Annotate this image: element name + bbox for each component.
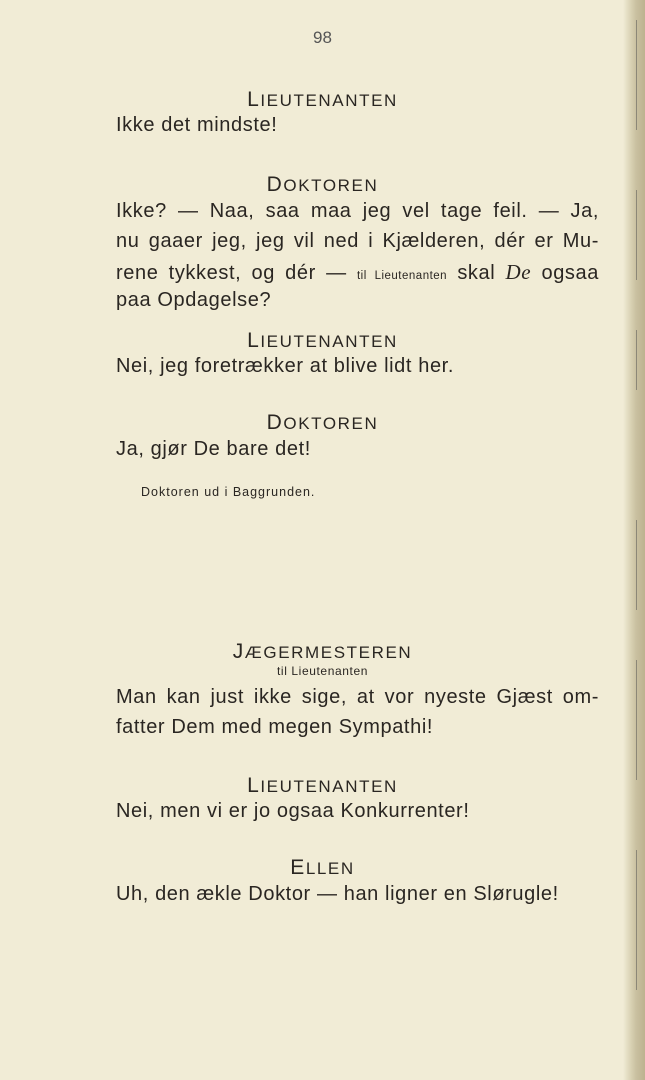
speaker-lieutenanten: LIEUTENANTEN [247, 329, 398, 352]
speaker-doktoren: DOKTOREN [266, 173, 379, 196]
dialogue-line: paa Opdagelse? [116, 289, 272, 311]
dialogue-emphasis: De [505, 260, 532, 284]
dialogue-line: Uh, den ækle Doktor — han ligner en Slørugle! [116, 883, 559, 905]
speaker-ellen: ELLEN [290, 856, 355, 879]
dialogue-line: nu gaaer jeg, jeg vil ned i Kjælderen, dér er Mu- [116, 230, 599, 252]
speaker-jaegermesteren: JÆGERMESTEREN [232, 640, 413, 663]
dialogue-line: Ikke? — Naa, saa maa jeg vel tage feil. — Ja, [116, 200, 599, 222]
stage-direction: Doktoren ud i Baggrunden. [141, 485, 316, 499]
page-edge [623, 0, 645, 1080]
edge-mark [636, 190, 637, 280]
dialogue-line: Nei, jeg foretrækker at blive lidt her. [116, 355, 454, 377]
speaker-lieutenanten: LIEUTENANTEN [247, 88, 398, 111]
edge-mark [636, 660, 637, 780]
dialogue-line: Ikke det mindste! [116, 114, 278, 136]
dialogue-line: Man kan just ikke sige, at vor nyeste Gjæst om- [116, 686, 599, 708]
dialogue-segment: skal [457, 262, 496, 284]
dialogue-line: Nei, men vi er jo ogsaa Konkurrenter! [116, 800, 470, 822]
stage-direction-inline: til Lieutenanten [356, 270, 448, 282]
page-number: 98 [313, 28, 332, 47]
speaker-doktoren: DOKTOREN [266, 411, 379, 434]
dialogue-line: fatter Dem med megen Sympathi! [116, 716, 434, 738]
dialogue-line: Ja, gjør De bare det! [116, 438, 311, 460]
edge-mark [636, 520, 637, 610]
dialogue-segment: ogsaa [541, 262, 599, 284]
dialogue-line [116, 260, 599, 285]
stage-direction: til Lieutenanten [277, 664, 368, 678]
dialogue-segment: rene tykkest, og dér — [116, 262, 347, 284]
speaker-lieutenanten: LIEUTENANTEN [247, 774, 398, 797]
